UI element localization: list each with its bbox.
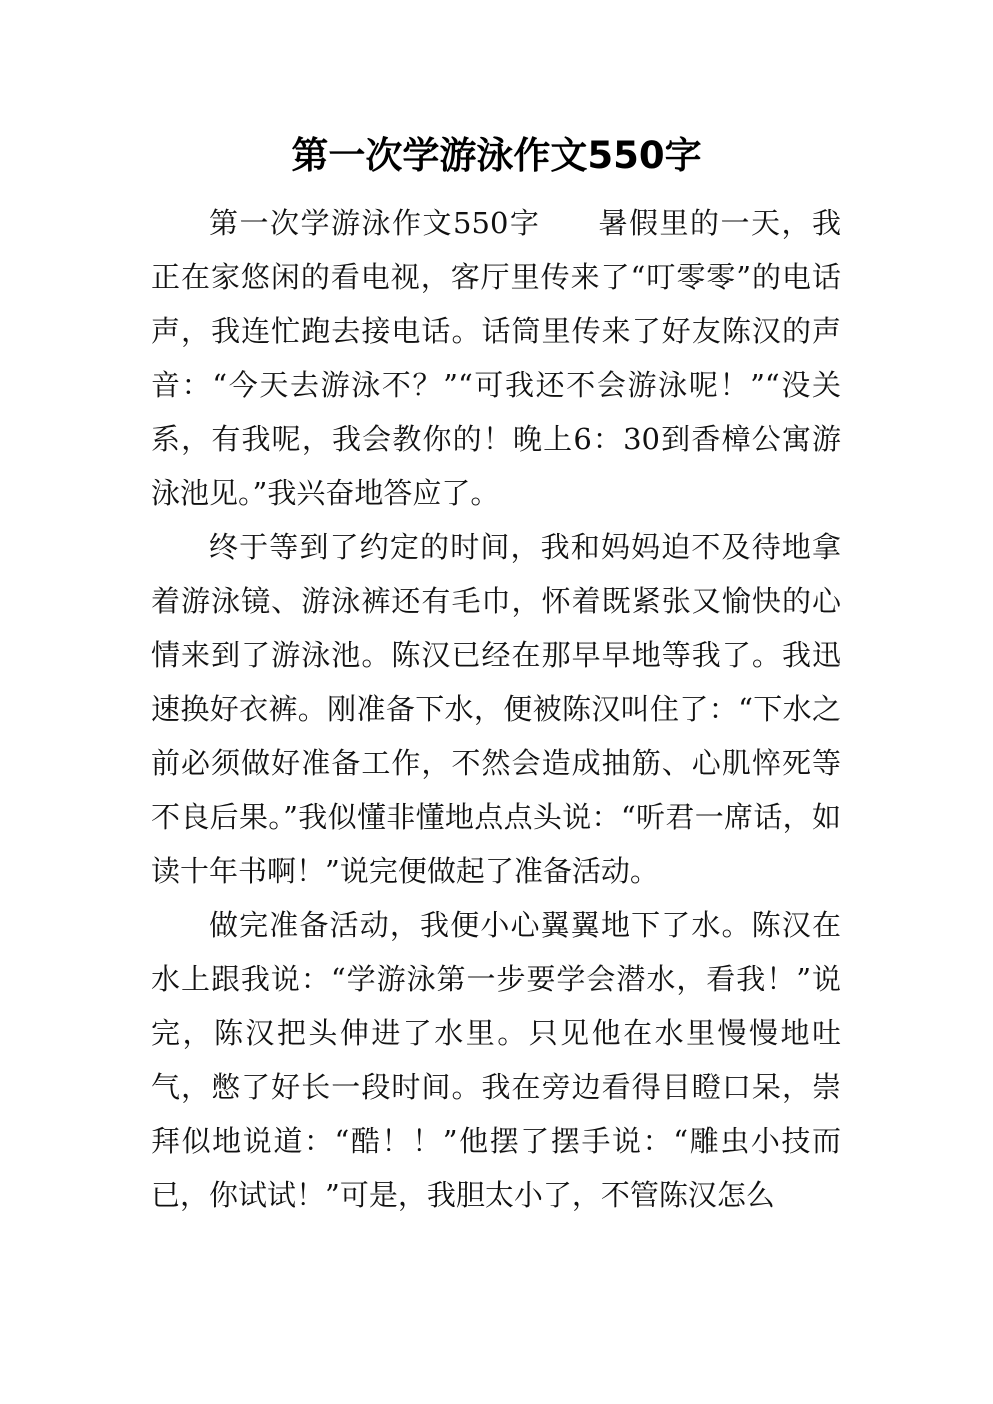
- document-title: 第一次学游泳作文550字: [291, 134, 702, 177]
- paragraph-1-text: 暑假里的一天，我正在家悠闲的看电视，客厅里传来了“叮零零”的电话声，我连忙跑去接电话。话筒里传来了好友陈汉的声音：“今天去游泳不？”“可我还不会游泳呢！”“没关系，有我呢，我会教你的！晚上6：30到香樟公寓游泳池见。”我兴奋地答应了。: [151, 206, 841, 510]
- paragraph-2: 终于等到了约定的时间，我和妈妈迫不及待地拿着游泳镜、游泳裤还有毛巾，怀着既紧张又愉快的心情来到了游泳池。陈汉已经在那早早地等我了。我迅速换好衣裤。刚准备下水，便被陈汉叫住了：“下水之前必须做好准备工作，不然会造成抽筋、心肌悴死等不良后果。”我似懂非懂地点点头说：“听君一席话，如读十年书啊！”说完便做起了准备活动。: [151, 530, 841, 888]
- document-body: [151, 196, 841, 1222]
- paragraph-3: 做完准备活动，我便小心翼翼地下了水。陈汉在水上跟我说：“学游泳第一步要学会潜水，看我！”说完，陈汉把头伸进了水里。只见他在水里慢慢地吐气，憋了好长一段时间。我在旁边看得目瞪口呆，崇拜似地说道：“酷！！”他摆了摆手说：“雕虫小技而已，你试试！”可是，我胆太小了，不管陈汉怎么: [151, 908, 841, 1212]
- inline-title: 第一次学游泳作文550字: [209, 206, 541, 240]
- paragraph-1: [151, 196, 841, 520]
